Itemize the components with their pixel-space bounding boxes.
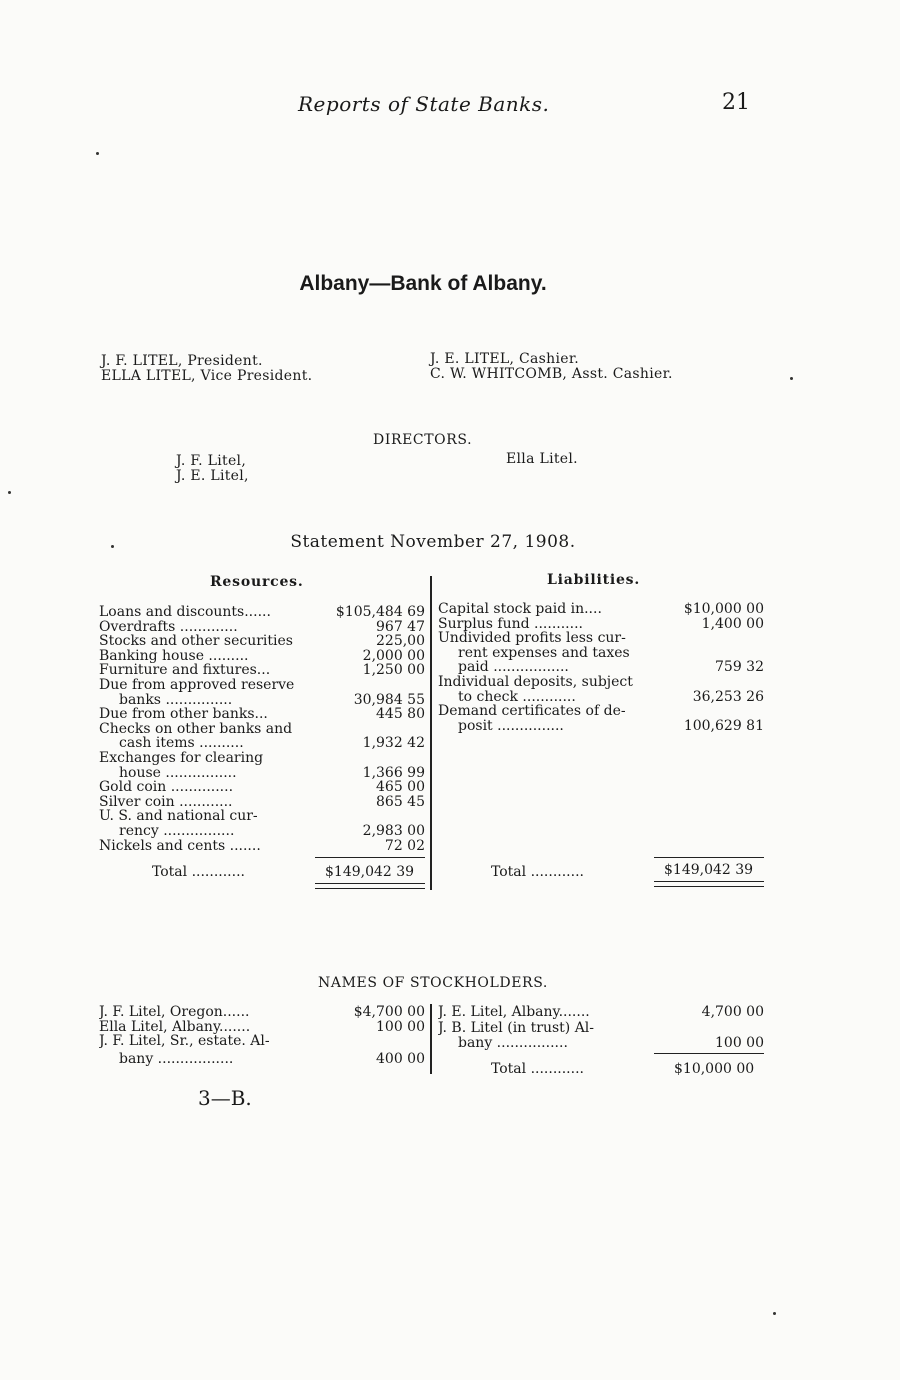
scan-speck [96,152,99,155]
resources-double-rule [315,883,425,889]
stockholders-total-rule [654,1053,764,1054]
resources-heading: Resources. [210,574,304,590]
resource-row: Stocks and other securities 225,00 [99,633,425,650]
stockholders-left [99,1005,425,1069]
liability-row: Demand certificates of de- [438,704,626,719]
resource-row: rency ................ 2,983 00 [119,822,425,839]
resources-total-value: $149,042 39 [325,864,415,880]
liabilities-list [438,602,764,733]
stockholders-total-value: $10,000 00 [674,1061,755,1077]
resource-row: Due from approved reserve [99,677,295,693]
resource-row: Furniture and fixtures... 1,250 00 [99,662,425,679]
liabilities-total-rule [654,857,764,858]
director-name: J. E. Litel, [176,468,249,484]
scan-speck [8,491,11,494]
stockholders-heading: NAMES OF STOCKHOLDERS. [318,975,548,991]
officer-asst-cashier: C. W. WHITCOMB, Asst. Cashier. [430,366,673,382]
resource-row: banks ............... 30,984 55 [119,691,425,708]
liabilities-heading: Liabilities. [547,572,641,588]
liabilities-total-value: $149,042 39 [664,862,754,878]
running-title: Reports of State Banks. [298,92,550,116]
stockholder-row: bany ................ 100 00 [458,1034,764,1051]
resources-total-label: Total ............ [152,864,245,880]
statement-heading: Statement November 27, 1908. [290,532,576,552]
resource-row: Overdrafts ............. 967 47 [99,618,425,635]
resource-row: Exchanges for clearing [99,750,264,766]
liabilities-total-label: Total ............ [491,864,584,880]
page-number: 21 [722,90,750,115]
liability-row: to check ............ 36,253 26 [458,688,764,705]
liability-row: Surplus fund ........... 1,400 00 [438,615,764,632]
officer-president: J. F. LITEL, President. [101,353,263,369]
statement-divider [430,576,432,890]
directors-left [176,454,249,484]
officer-vice-president: ELLA LITEL, Vice President. [101,368,313,384]
officer-cashier: J. E. LITEL, Cashier. [430,351,580,367]
directors-right [506,452,578,467]
resource-row: Nickels and cents ....... 72 02 [99,837,425,854]
resource-row: Gold coin .............. 465 00 [99,779,425,796]
liability-row: posit ............... 100,629 81 [458,717,764,734]
resources-list [99,605,425,853]
stockholders-divider [430,1004,432,1074]
stockholder-row: Ella Litel, Albany....... 100 00 [99,1018,425,1035]
resource-row: Silver coin ............ 865 45 [99,793,425,810]
liability-row: paid ................. 759 32 [458,659,764,676]
liability-row: Capital stock paid in.... $10,000 00 [438,601,764,617]
resource-row: Checks on other banks and [99,721,293,737]
resource-row: U. S. and national cur- [99,809,258,824]
signature-mark: 3—B. [198,1086,252,1110]
stockholder-row: J. B. Litel (in trust) Al- [438,1021,595,1036]
resource-row: cash items .......... 1,932 42 [119,735,425,752]
scan-speck [790,377,793,380]
stockholder-row: J. F. Litel, Sr., estate. Al- [99,1034,270,1049]
liability-row: Undivided profits less cur- [438,631,626,646]
resource-row: house ................ 1,366 99 [119,764,425,781]
liabilities-double-rule [654,881,764,887]
resources-total-rule [315,857,425,858]
stockholder-row: bany ................. 400 00 [119,1050,425,1067]
officers-right [430,352,673,382]
resource-row: Loans and discounts...... $105,484 69 [99,604,425,620]
liability-row: Individual deposits, subject [438,674,633,690]
resource-row: Due from other banks... 445 80 [99,706,425,723]
director-name: Ella Litel. [506,451,578,467]
stockholders-total-label: Total ............ [491,1061,584,1077]
stockholder-row: J. F. Litel, Oregon...... $4,700 00 [99,1004,425,1020]
liability-row: rent expenses and taxes [458,645,630,661]
director-name: J. F. Litel, [176,453,247,469]
bank-title: Albany—Bank of Albany. [299,272,547,295]
stockholders-right [438,1003,764,1050]
scan-speck [773,1312,776,1315]
scan-speck [111,545,114,548]
resource-row: Banking house ......... 2,000 00 [99,647,425,664]
stockholder-row: J. E. Litel, Albany....... 4,700 00 [438,1004,764,1020]
officers-left [101,354,312,384]
directors-heading: DIRECTORS. [373,432,473,448]
